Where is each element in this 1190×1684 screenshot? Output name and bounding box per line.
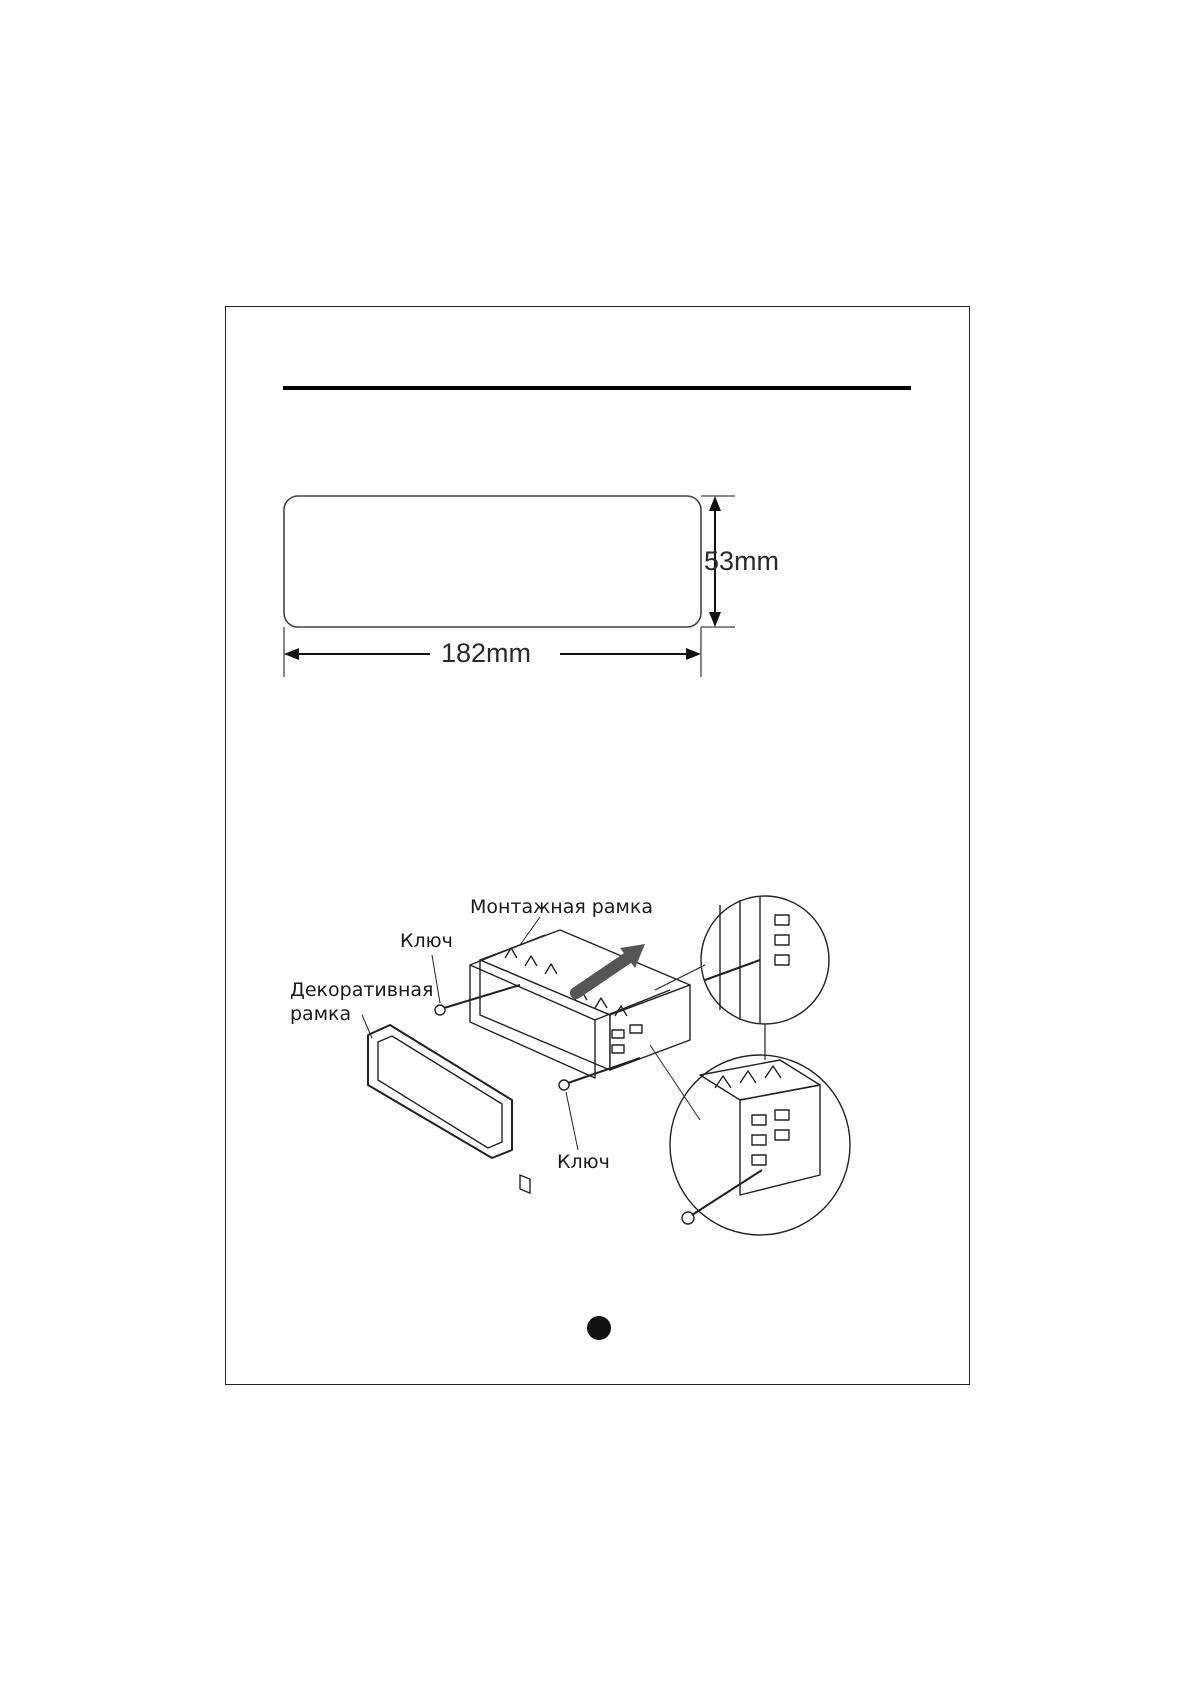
label-mounting-frame: Монтажная рамка	[470, 896, 653, 918]
label-decorative-frame: Декоративная рамка	[290, 979, 434, 1025]
label-key-bottom: Ключ	[557, 1151, 610, 1173]
label-key-top: Ключ	[400, 930, 453, 952]
key-top-ring	[435, 1005, 445, 1015]
width-label: 182mm	[441, 638, 532, 668]
page-number-dot	[587, 1316, 611, 1340]
key-bottom-ring	[559, 1080, 569, 1090]
decorative-frame-inner	[378, 1036, 502, 1148]
decorative-frame-outer	[368, 1025, 512, 1158]
height-label: 53mm	[704, 546, 780, 576]
